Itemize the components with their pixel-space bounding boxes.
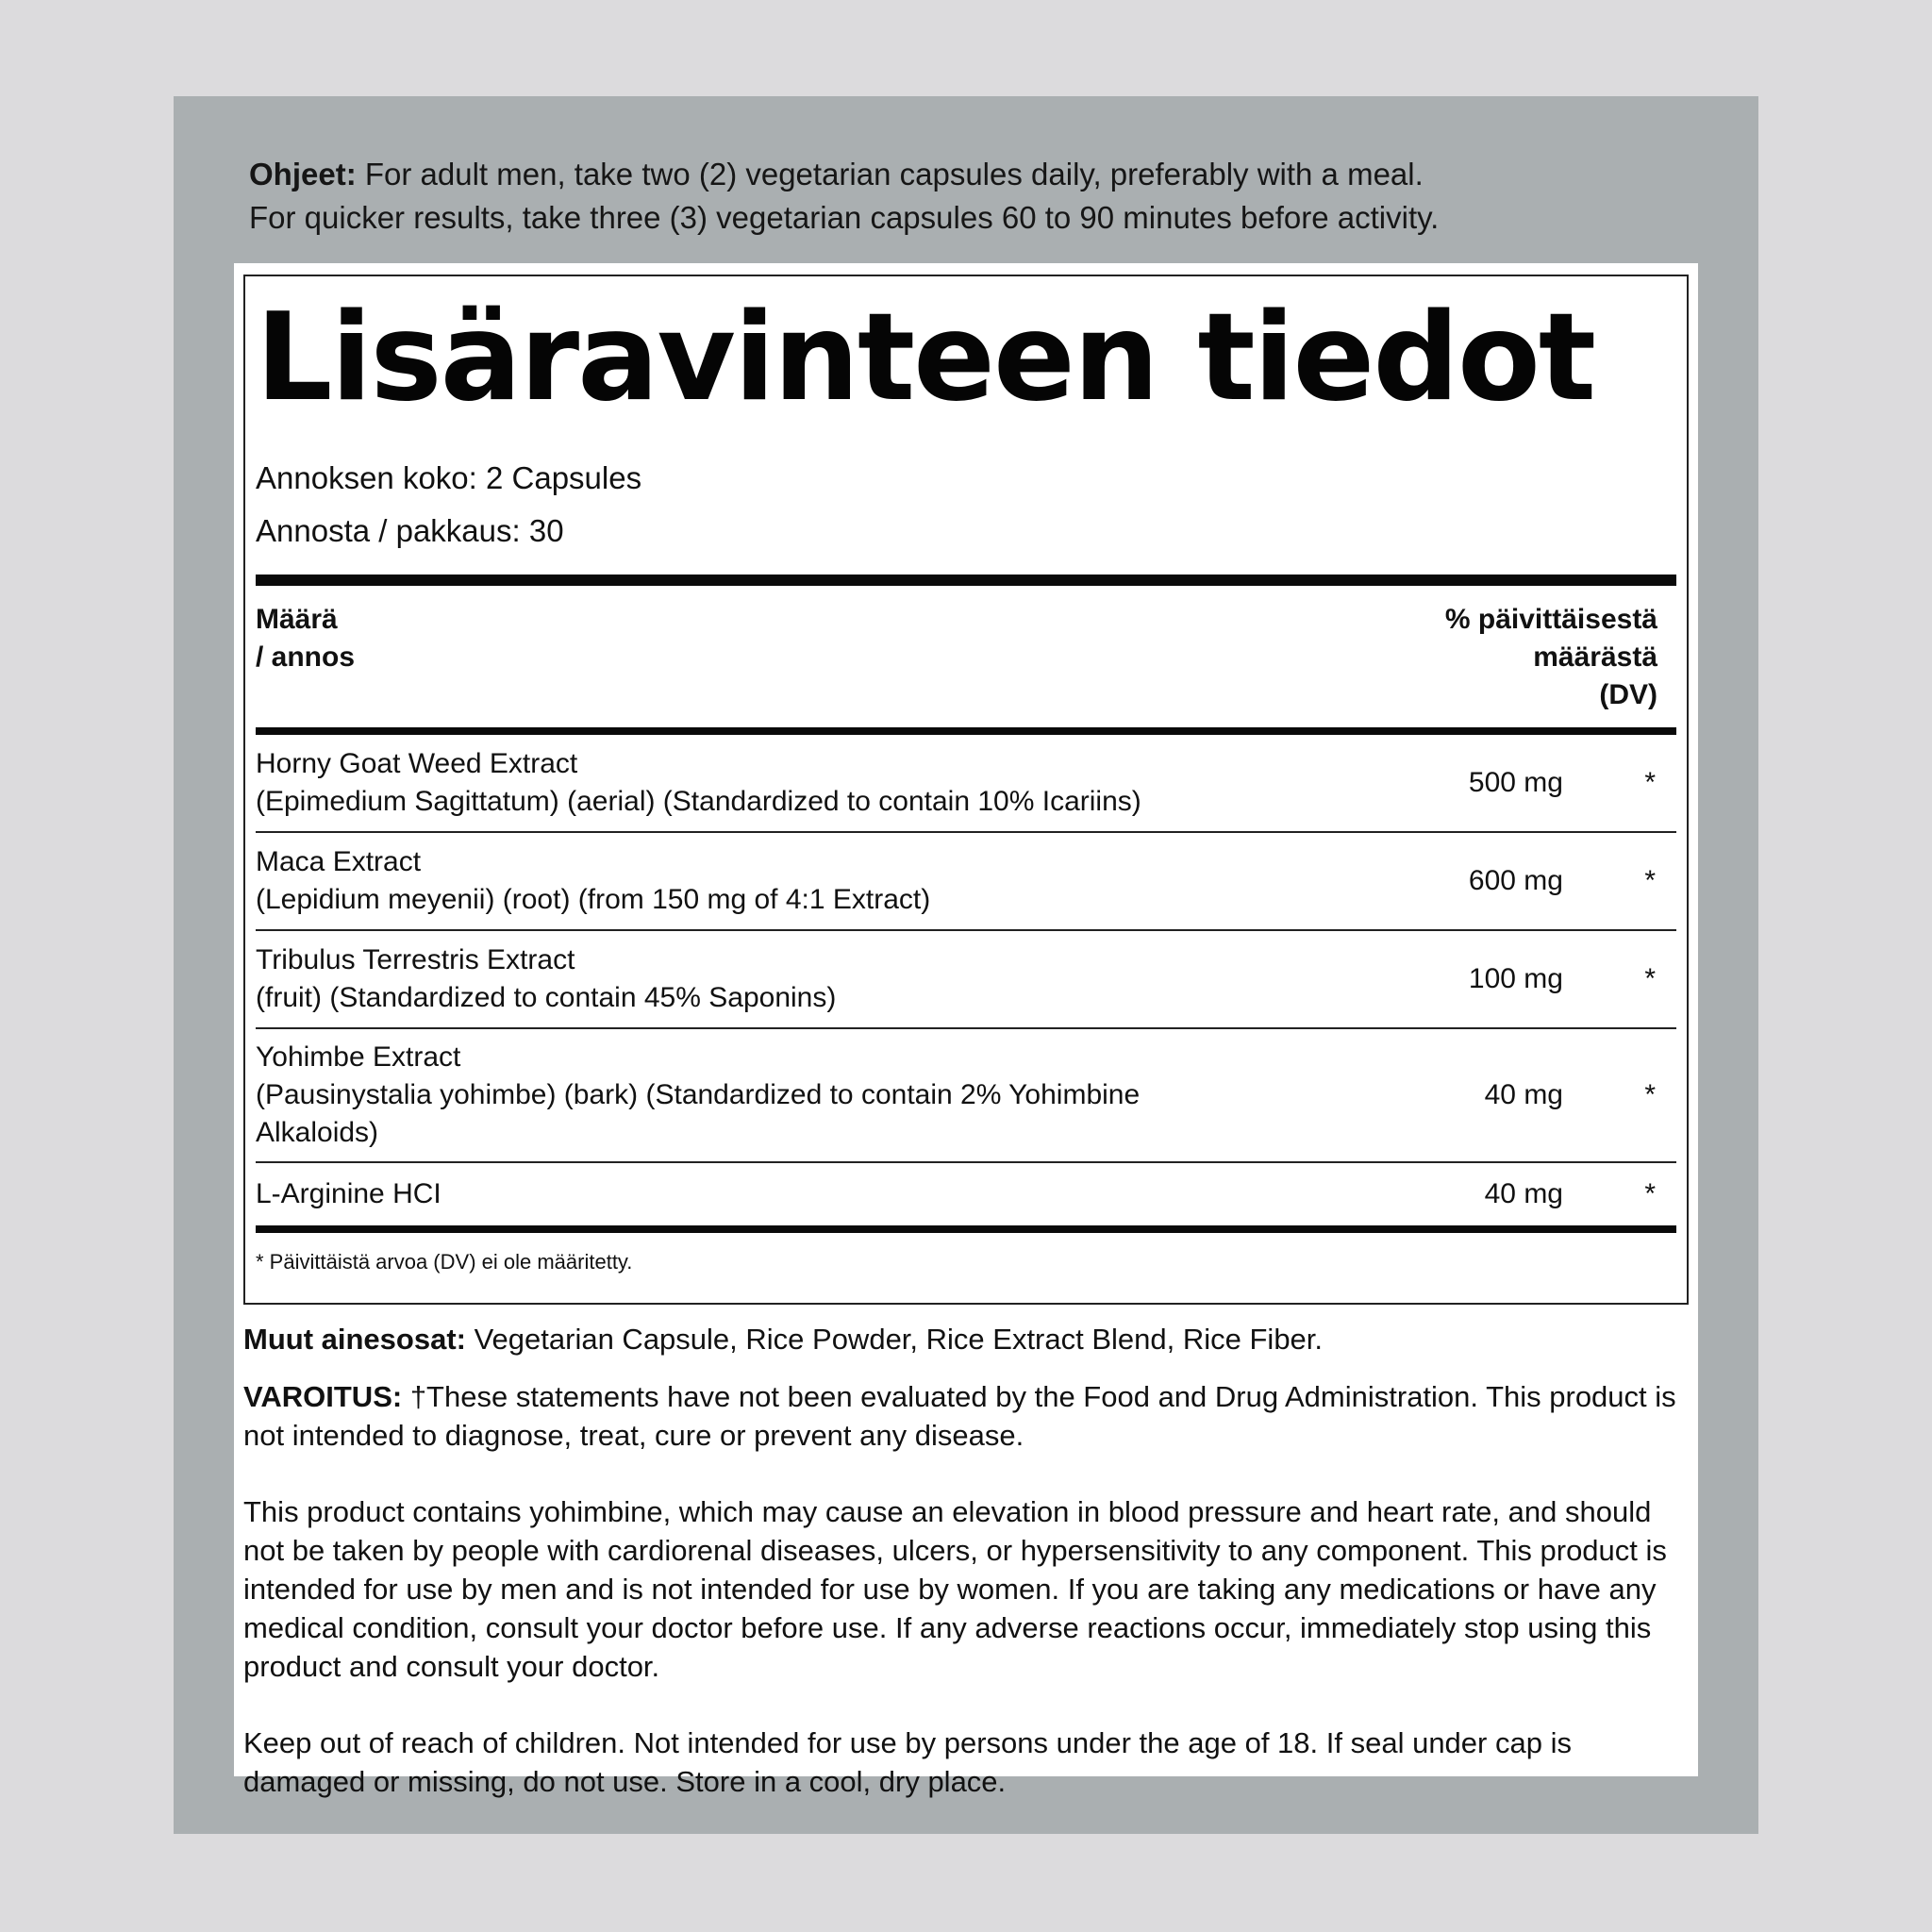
ingredient-detail: (fruit) (Standardized to contain 45% Saponins)	[256, 982, 837, 1013]
ingredient-description	[256, 843, 1393, 919]
directions-label: Ohjeet:	[249, 157, 357, 192]
warning-text: †These statements have not been evaluated by the Food and Drug Administration. This product is not intended to diagnose, treat, cure or prevent any disease.	[243, 1380, 1676, 1452]
ingredient-row	[256, 1029, 1676, 1163]
additional-info	[243, 1320, 1677, 1820]
serving-info	[256, 452, 1676, 558]
ingredient-detail: (Pausinystalia yohimbe) (bark) (Standardized to contain 2% Yohimbine Alkaloids)	[256, 1079, 1141, 1148]
label-panel	[174, 96, 1758, 1834]
ingredient-row	[256, 735, 1676, 833]
ingredient-dv: *	[1644, 1178, 1656, 1209]
white-label-area	[234, 263, 1698, 1798]
warning-paragraph-2: This product contains yohimbine, which may cause an elevation in blood pressure and heart rate, and should not be taken by people with cardiorenal diseases, ulcers, or hypersensitivity to any component. This product is intended for use by men and is not intended for use by women. If you are taking any medications or have any medical condition, consult your doctor before use. If any adverse reactions occur, immediately stop using this product and consult your doctor.	[243, 1495, 1667, 1683]
medium-divider	[256, 727, 1676, 735]
ingredient-row	[256, 833, 1676, 931]
directions-text	[249, 153, 1664, 240]
ingredient-detail: (Lepidium meyenii) (root) (from 150 mg of 4:1 Extract)	[256, 884, 931, 915]
directions-line-2: For quicker results, take three (3) vegetarian capsules 60 to 90 minutes before activity.	[249, 200, 1440, 235]
thick-divider	[256, 575, 1676, 586]
supplement-facts-box	[243, 275, 1689, 1305]
serving-size: Annoksen koko: 2 Capsules	[256, 460, 642, 495]
facts-header-row	[256, 586, 1676, 727]
ingredient-name: Tribulus Terrestris Extract	[256, 944, 575, 975]
other-ingredients-text: Vegetarian Capsule, Rice Powder, Rice Extract Blend, Rice Fiber.	[465, 1323, 1324, 1356]
warning-paragraph-3: Keep out of reach of children. Not intended for use by persons under the age of 18. If seal under cap is damaged or missing, do not use. Store in a cool, dry place.	[243, 1726, 1572, 1798]
ingredient-amount: 40 mg	[1484, 1178, 1563, 1209]
ingredient-amount: 100 mg	[1468, 963, 1563, 994]
daily-value-header	[1356, 601, 1657, 714]
header-right-line-3: (DV)	[1599, 679, 1657, 710]
header-left-line-2: / annos	[256, 641, 356, 673]
dv-footnote: * Päivittäistä arvoa (DV) ei ole määritetty.	[256, 1250, 633, 1274]
ingredient-amount: 600 mg	[1468, 865, 1563, 896]
other-ingredients	[243, 1320, 1677, 1358]
warning-paragraph-1	[243, 1377, 1677, 1455]
directions-line-1-text: For adult men, take two (2) vegetarian capsules daily, preferably with a meal.	[356, 157, 1424, 192]
header-left-line-1: Määrä	[256, 604, 338, 635]
bottom-divider	[256, 1225, 1676, 1233]
ingredient-dv: *	[1644, 1079, 1656, 1110]
ingredient-amount: 500 mg	[1468, 767, 1563, 798]
ingredient-name: L-Arginine HCI	[256, 1178, 441, 1209]
header-right-line-2: määrästä	[1533, 641, 1657, 673]
ingredient-row	[256, 1163, 1676, 1225]
ingredient-name: Horny Goat Weed Extract	[256, 748, 578, 779]
ingredient-row	[256, 931, 1676, 1029]
ingredient-dv: *	[1644, 963, 1656, 994]
other-ingredients-label: Muut ainesosat:	[243, 1323, 466, 1356]
ingredient-name: Maca Extract	[256, 846, 422, 877]
facts-title: Lisäravinteen tiedot	[256, 288, 1595, 428]
ingredient-amount: 40 mg	[1484, 1079, 1563, 1110]
header-right-line-1: % päivittäisestä	[1444, 604, 1657, 635]
ingredient-description	[256, 1039, 1393, 1152]
servings-per-container: Annosta / pakkaus: 30	[256, 513, 564, 548]
ingredient-name: Yohimbe Extract	[256, 1041, 461, 1073]
amount-per-serving-header	[256, 601, 539, 714]
ingredient-dv: *	[1644, 767, 1656, 798]
ingredient-detail: (Epimedium Sagittatum) (aerial) (Standardized to contain 10% Icariins)	[256, 786, 1141, 817]
ingredient-dv: *	[1644, 865, 1656, 896]
directions-line-1	[249, 153, 1664, 196]
ingredient-description	[256, 941, 1393, 1017]
warning-label: VAROITUS:	[243, 1380, 403, 1413]
ingredient-description	[256, 745, 1393, 821]
ingredient-description	[256, 1175, 1393, 1213]
